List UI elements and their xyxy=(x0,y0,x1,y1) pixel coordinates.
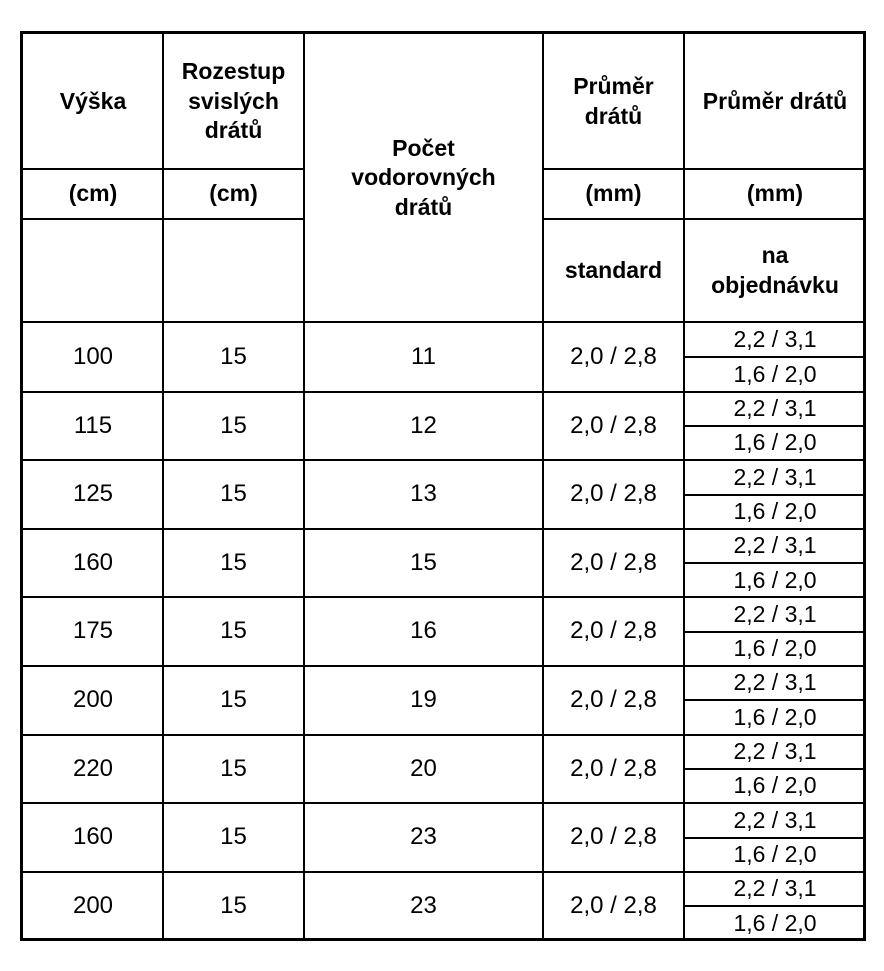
cell-order-option-b: 1,6 / 2,0 xyxy=(733,840,817,867)
cell-count: 23 xyxy=(410,823,437,851)
cell-height: 125 xyxy=(72,480,114,508)
header-diameter-order: Průměr drátů xyxy=(702,87,848,114)
cell-order-option-a: 2,2 / 3,1 xyxy=(733,806,817,833)
header-count: Počet vodorovných drátů xyxy=(351,134,496,220)
cell-height: 160 xyxy=(72,548,114,576)
cell-height: 200 xyxy=(72,891,114,919)
cell-diameter-standard: 2,0 / 2,8 xyxy=(570,823,657,851)
cell-order-option-b: 1,6 / 2,0 xyxy=(733,497,817,524)
cell-count: 19 xyxy=(410,685,437,713)
cell-order-option-b: 1,6 / 2,0 xyxy=(733,772,817,799)
cell-spacing: 15 xyxy=(220,480,247,508)
cell-height: 175 xyxy=(72,617,114,645)
cell-height: 220 xyxy=(72,754,114,782)
wire-diameter-table xyxy=(20,31,866,941)
cell-diameter-standard: 2,0 / 2,8 xyxy=(570,685,657,713)
cell-order-option-a: 2,2 / 3,1 xyxy=(733,326,817,353)
cell-spacing: 15 xyxy=(220,823,247,851)
cell-order-option-b: 1,6 / 2,0 xyxy=(733,635,817,662)
cell-count: 13 xyxy=(410,480,437,508)
cell-spacing: 15 xyxy=(220,342,247,370)
cell-spacing: 15 xyxy=(220,411,247,439)
label-standard: standard xyxy=(564,256,663,283)
cell-diameter-standard: 2,0 / 2,8 xyxy=(570,754,657,782)
cell-order-option-b: 1,6 / 2,0 xyxy=(733,429,817,456)
cell-order-option-a: 2,2 / 3,1 xyxy=(733,738,817,765)
unit-height: (cm) xyxy=(68,180,118,207)
cell-height: 200 xyxy=(72,685,114,713)
cell-order-option-a: 2,2 / 3,1 xyxy=(733,395,817,422)
cell-height: 160 xyxy=(72,823,114,851)
cell-order-option-a: 2,2 / 3,1 xyxy=(733,600,817,627)
cell-count: 20 xyxy=(410,754,437,782)
cell-diameter-standard: 2,0 / 2,8 xyxy=(570,411,657,439)
cell-diameter-standard: 2,0 / 2,8 xyxy=(570,548,657,576)
cell-count: 16 xyxy=(410,617,437,645)
cell-order-option-a: 2,2 / 3,1 xyxy=(733,875,817,902)
cell-diameter-standard: 2,0 / 2,8 xyxy=(570,617,657,645)
header-spacing: Rozestup svislých drátů xyxy=(181,58,286,144)
cell-count: 23 xyxy=(410,891,437,919)
cell-order-option-b: 1,6 / 2,0 xyxy=(733,703,817,730)
cell-spacing: 15 xyxy=(220,617,247,645)
cell-spacing: 15 xyxy=(220,548,247,576)
header-diameter-standard: Průměr drátů xyxy=(573,73,654,129)
cell-height: 115 xyxy=(73,411,113,439)
header-height: Výška xyxy=(59,87,127,114)
cell-order-option-b: 1,6 / 2,0 xyxy=(733,909,817,936)
unit-diameter-order: (mm) xyxy=(746,180,804,207)
cell-order-option-a: 2,2 / 3,1 xyxy=(733,532,817,559)
cell-count: 11 xyxy=(411,342,436,370)
cell-diameter-standard: 2,0 / 2,8 xyxy=(570,342,657,370)
unit-diameter-standard: (mm) xyxy=(585,180,642,207)
cell-count: 15 xyxy=(410,548,437,576)
cell-spacing: 15 xyxy=(220,754,247,782)
cell-order-option-a: 2,2 / 3,1 xyxy=(733,669,817,696)
cell-spacing: 15 xyxy=(220,685,247,713)
cell-order-option-b: 1,6 / 2,0 xyxy=(733,566,817,593)
label-on-order: na objednávku xyxy=(711,242,839,298)
cell-spacing: 15 xyxy=(220,891,247,919)
unit-spacing: (cm) xyxy=(209,180,258,207)
cell-diameter-standard: 2,0 / 2,8 xyxy=(570,480,657,508)
cell-diameter-standard: 2,0 / 2,8 xyxy=(570,891,657,919)
cell-count: 12 xyxy=(410,411,437,439)
cell-height: 100 xyxy=(72,342,114,370)
cell-order-option-a: 2,2 / 3,1 xyxy=(733,463,817,490)
cell-order-option-b: 1,6 / 2,0 xyxy=(733,360,817,387)
